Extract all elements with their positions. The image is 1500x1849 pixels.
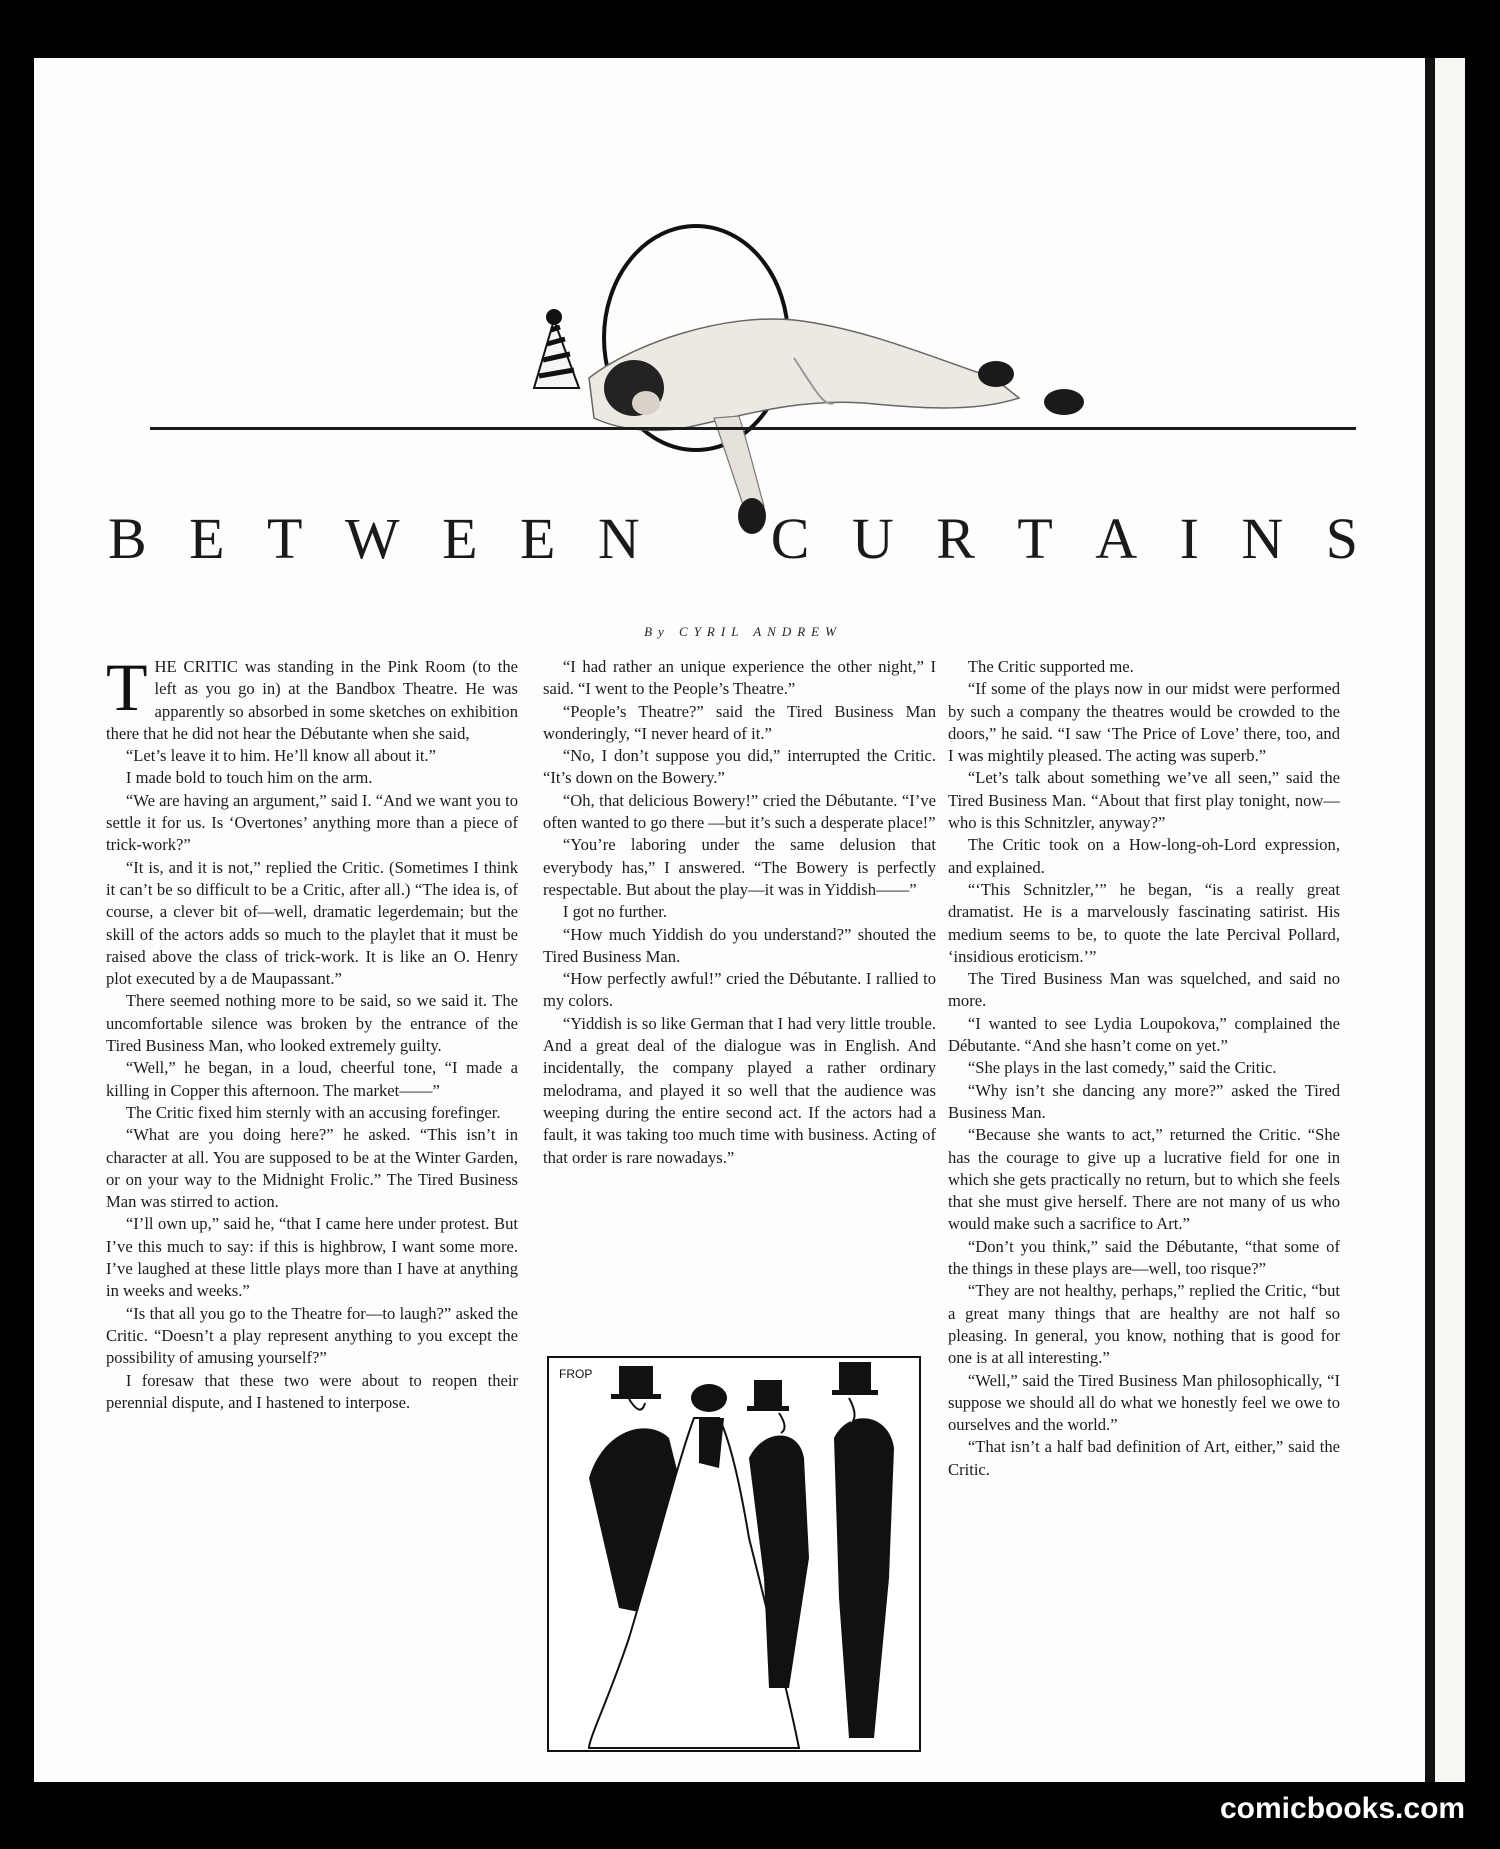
paragraph: “What are you doing here?” he asked. “This isn’t in character at all. You are supposed to be at the Winter Garden, or on your way to the Midnight Frolic.” The Tired Business Man was stirred to action. (106, 1125, 518, 1212)
column-2-body (543, 656, 936, 1169)
paragraph: “Let’s leave it to him. He’ll know all about it.” (125, 746, 437, 766)
cartoon-signature: FROP (559, 1367, 593, 1381)
cartoon-illustration (547, 1356, 921, 1752)
paragraph: “How perfectly awful!” cried the Débutante. I rallied to my colors. (543, 969, 936, 1011)
paragraph: “Let’s talk about something we’ve all seen,” said the Tired Business Man. “About that first play tonight, now—who is this Schnitzler, anyway?” (948, 768, 1340, 833)
striped-hat (534, 309, 579, 388)
paragraph: “Yiddish is so like German that I had very little trouble. And a great deal of the dialogue was in English. And incidentally, the company played a rather ordinary melodrama, and played it so well that the audience was weeping during the entire second act. If the actors had a fault, it was taking too much time with business. Acting of that order is rare nowadays.” (543, 1013, 936, 1167)
paragraph: “No, I don’t suppose you did,” interrupted the Critic. “It’s down on the Bowery.” (543, 746, 936, 788)
paragraph: “We are having an argument,” said I. “And we want you to settle it for us. Is ‘Overtones’ anything more than a piece of trick-work?” (106, 790, 518, 855)
column-3 (948, 656, 1340, 1481)
byline: By CYRIL ANDREW (644, 624, 842, 639)
paragraph: “Why isn’t she dancing any more?” asked the Tired Business Man. (948, 1080, 1340, 1122)
drop-cap: T (106, 649, 148, 725)
paragraph: I foresaw that these two were about to reopen their perennial dispute, and I hastened to interpose. (106, 1370, 518, 1412)
paragraph: “Oh, that delicious Bowery!” cried the Débutante. “I’ve often wanted to go there —but it’s such a desperate place!” (543, 790, 936, 833)
magazine-page (34, 58, 1452, 1782)
paragraph: “Is that all you go to the Theatre for—to laugh?” asked the Critic. “Doesn’t a play represent anything to you except the possibility of amusing yourself?” (106, 1303, 518, 1368)
paragraph: “If some of the plays now in our midst were performed by such a company the theatres would be crowded to the doors,” he said. “I saw ‘The Price of Love’ there, too, and I was mightily pleased. The acting was superb.” (948, 679, 1340, 766)
paragraph: “People’s Theatre?” said the Tired Business Man wonderingly, “I never heard of it.” (543, 701, 936, 743)
paragraph: “Because she wants to act,” returned the Critic. “She has the courage to give up a lucrative field for one in which she gets practically no return, but to which she feels that she must give herself. There are not many of us who would make such a sacrifice to Art.” (948, 1125, 1340, 1234)
paragraph: The Tired Business Man was squelched, and said no more. (948, 969, 1340, 1011)
page-gutter (1425, 58, 1435, 1782)
clown-shoe (978, 361, 1014, 387)
column-1 (106, 649, 518, 1414)
article-title: B E T W E E N C U R T A I N S (108, 506, 1358, 571)
paragraph: “They are not healthy, perhaps,” replied the Critic, “but a great many things that are healthy are not half so pleasing. In general, you know, nothing that is good for one is at all interesting.” (948, 1281, 1340, 1368)
adjacent-page-edge (1435, 58, 1465, 1782)
paragraph: “She plays in the last comedy,” said the Critic. (967, 1058, 1277, 1078)
clown-shoe (1044, 389, 1084, 415)
paragraph: “I’ll own up,” said he, “that I came here under protest. But I’ve this much to say: if this is highbrow, I want some more. I’ve laughed at these little plays more than I have at anything in weeks and weeks.” (106, 1214, 518, 1301)
paragraph: I got no further. (562, 902, 668, 922)
header-illustration (34, 58, 1452, 578)
column-2 (543, 656, 936, 1169)
watermark: comicbooks.com (1220, 1792, 1466, 1825)
paragraph: “Well,” he began, in a loud, cheerful tone, “I made a killing in Copper this afternoon. The market——” (106, 1058, 518, 1100)
paragraph: The Critic supported me. (967, 657, 1134, 676)
paragraph: I made bold to touch him on the arm. (125, 768, 373, 788)
column-3-body (948, 656, 1340, 1481)
paragraph: There seemed nothing more to be said, so we said it. The uncomfortable silence was broken by the entrance of the Tired Business Man, who looked extremely guilty. (106, 991, 518, 1056)
paragraph: “I wanted to see Lydia Loupokova,” complained the Débutante. “And she hasn’t come on yet.” (948, 1013, 1340, 1056)
paragraph: The Critic fixed him sternly with an accusing forefinger. (125, 1102, 501, 1122)
paragraph: The Critic took on a How-long-oh-Lord expression, and explained. (948, 835, 1340, 877)
paragraph: “‘This Schnitzler,’” he began, “is a really great dramatist. He is a marvelously fascinating satirist. His medium seems to be, to quote the late Percival Pollard, ‘insidious eroticism.’” (948, 879, 1340, 966)
paragraph: “You’re laboring under the same delusion that everybody has,” I answered. “The Bowery is perfectly respectable. But about the play—it was in Yiddish——” (543, 835, 936, 899)
paragraph: “Well,” said the Tired Business Man philosophically, “I suppose we should all do what we honestly feel we owe to ourselves and the world.” (948, 1370, 1340, 1435)
paragraph: “How much Yiddish do you understand?” shouted the Tired Business Man. (543, 924, 936, 966)
top-hat-figure (832, 1362, 894, 1738)
paragraph: “That isn’t a half bad definition of Art, either,” said the Critic. (948, 1437, 1340, 1479)
column-1-body (106, 745, 518, 1414)
paragraph: “Don’t you think,” said the Débutante, “that some of the things in these plays are—well, too risque?” (948, 1236, 1340, 1279)
header-rule (150, 427, 1356, 430)
paragraph: “I had rather an unique experience the other night,” I said. “I went to the People’s Theatre.” (543, 657, 936, 699)
opening-paragraph: THE CRITIC was standing in the Pink Room (to the left as you go in) at the Bandbox Theatre. He was apparently so absorbed in some sketches on exhibition there that he did not hear the Débutante when she said, (106, 649, 518, 743)
paragraph: “It is, and it is not,” replied the Critic. (Sometimes I think it can’t be so difficult to be a Critic, after all.) “The idea is, of course, a clever bit of—well, dramatic legerdemain; but the skill of the actors adds so much to the playlet that it must be raised above the class of trick-work. It is like an O. Henry plot executed by a de Maupassant.” (106, 857, 518, 989)
